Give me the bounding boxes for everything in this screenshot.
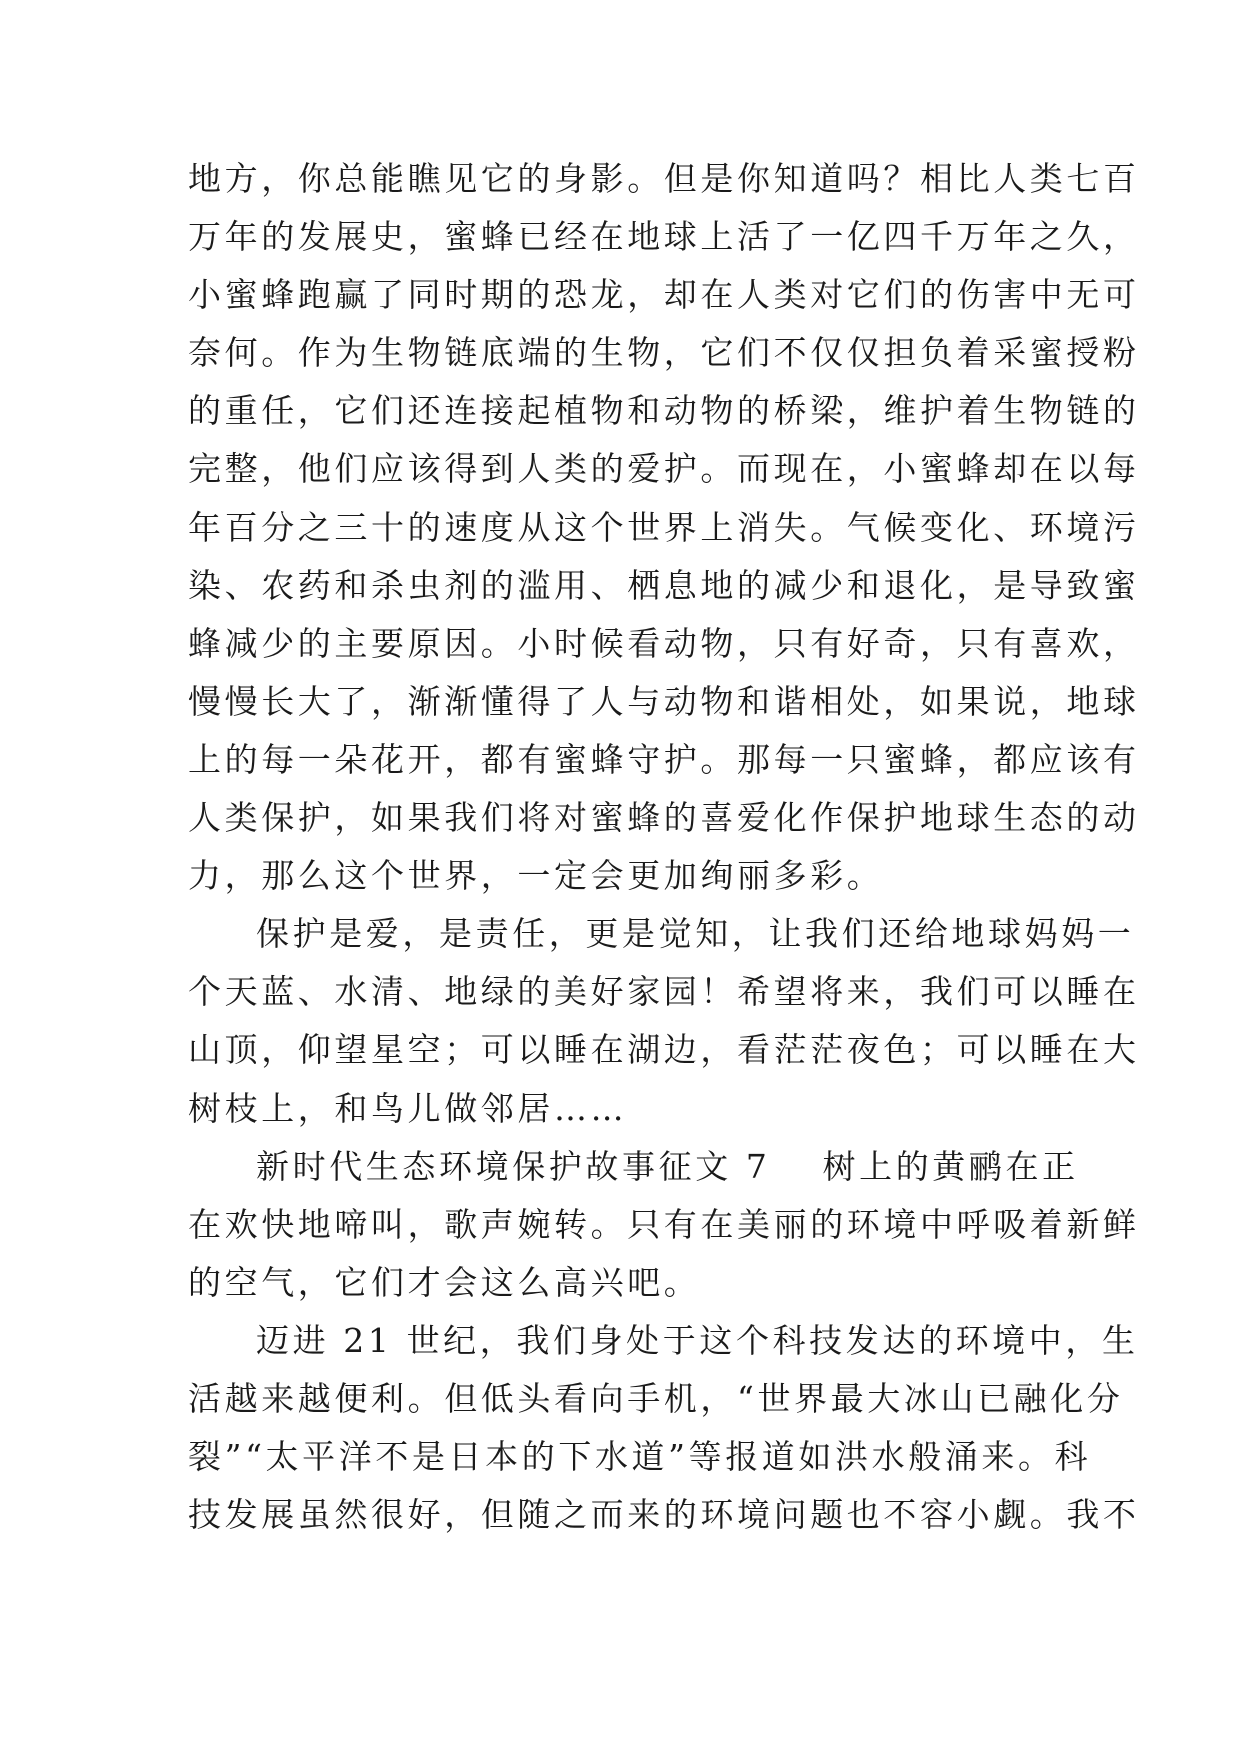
text-line: 的重任，它们还连接起植物和动物的桥梁，维护着生物链的	[188, 391, 1140, 431]
text-line: 小蜜蜂跑赢了同时期的恐龙，却在人类对它们的伤害中无可	[188, 275, 1140, 315]
text-line: 完整，他们应该得到人类的爱护。而现在，小蜜蜂却在以每	[188, 449, 1140, 489]
text-line: 力，那么这个世界，一定会更加绚丽多彩。	[188, 856, 884, 896]
text-line-indented: 迈进 21 世纪，我们身处于这个科技发达的环境中，生	[256, 1320, 1139, 1360]
paragraph-3	[188, 1138, 1140, 1312]
text-line: 奈何。作为生物链底端的生物，它们不仅仅担负着采蜜授粉	[188, 333, 1140, 373]
text-line: 个天蓝、水清、地绿的美好家园！希望将来，我们可以睡在	[188, 972, 1140, 1012]
text-line-indented: 保护是爱，是责任，更是觉知，让我们还给地球妈妈一	[256, 914, 1135, 954]
text-line: 年百分之三十的速度从这个世界上消失。气候变化、环境污	[188, 507, 1140, 547]
paragraph-2	[188, 905, 1140, 1137]
text-line: 上的每一朵花开，都有蜜蜂守护。那每一只蜜蜂，都应该有	[188, 739, 1140, 779]
text-line: 活越来越便利。但低头看向手机，“世界最大冰山已融化分	[188, 1378, 1124, 1418]
paragraph-1	[188, 150, 1140, 905]
text-line: 树枝上，和鸟儿做邻居……	[188, 1088, 628, 1128]
document-body	[188, 150, 1140, 1544]
text-line: 染、农药和杀虫剂的滥用、栖息地的减少和退化，是导致蜜	[188, 565, 1140, 605]
text-line: 山顶，仰望星空；可以睡在湖边，看茫茫夜色；可以睡在大	[188, 1030, 1140, 1070]
text-line: 在欢快地啼叫，歌声婉转。只有在美丽的环境中呼吸着新鲜	[188, 1204, 1140, 1244]
text-line: 蜂减少的主要原因。小时候看动物，只有好奇，只有喜欢，	[188, 623, 1140, 663]
text-line-with-heading	[188, 1138, 1079, 1196]
text-line: 万年的发展史，蜜蜂已经在地球上活了一亿四千万年之久，	[188, 217, 1140, 257]
text-line: 的空气，它们才会这么高兴吧。	[188, 1262, 701, 1302]
paragraph-4	[188, 1312, 1140, 1544]
text-line: 裂”“太平洋不是日本的下水道”等报道如洪水般涌来。科	[188, 1437, 1092, 1477]
text-line: 慢慢长大了，渐渐懂得了人与动物和谐相处，如果说，地球	[188, 681, 1140, 721]
section-heading: 新时代生态环境保护故事征文 7	[256, 1146, 771, 1186]
heading-tail-text: 树上的黄鹂在正	[822, 1146, 1079, 1186]
text-line: 地方，你总能瞧见它的身影。但是你知道吗？相比人类七百	[188, 159, 1140, 198]
text-line: 人类保护，如果我们将对蜜蜂的喜爱化作保护地球生态的动	[188, 798, 1140, 838]
text-line: 技发展虽然很好，但随之而来的环境问题也不容小觑。我不	[188, 1495, 1140, 1535]
